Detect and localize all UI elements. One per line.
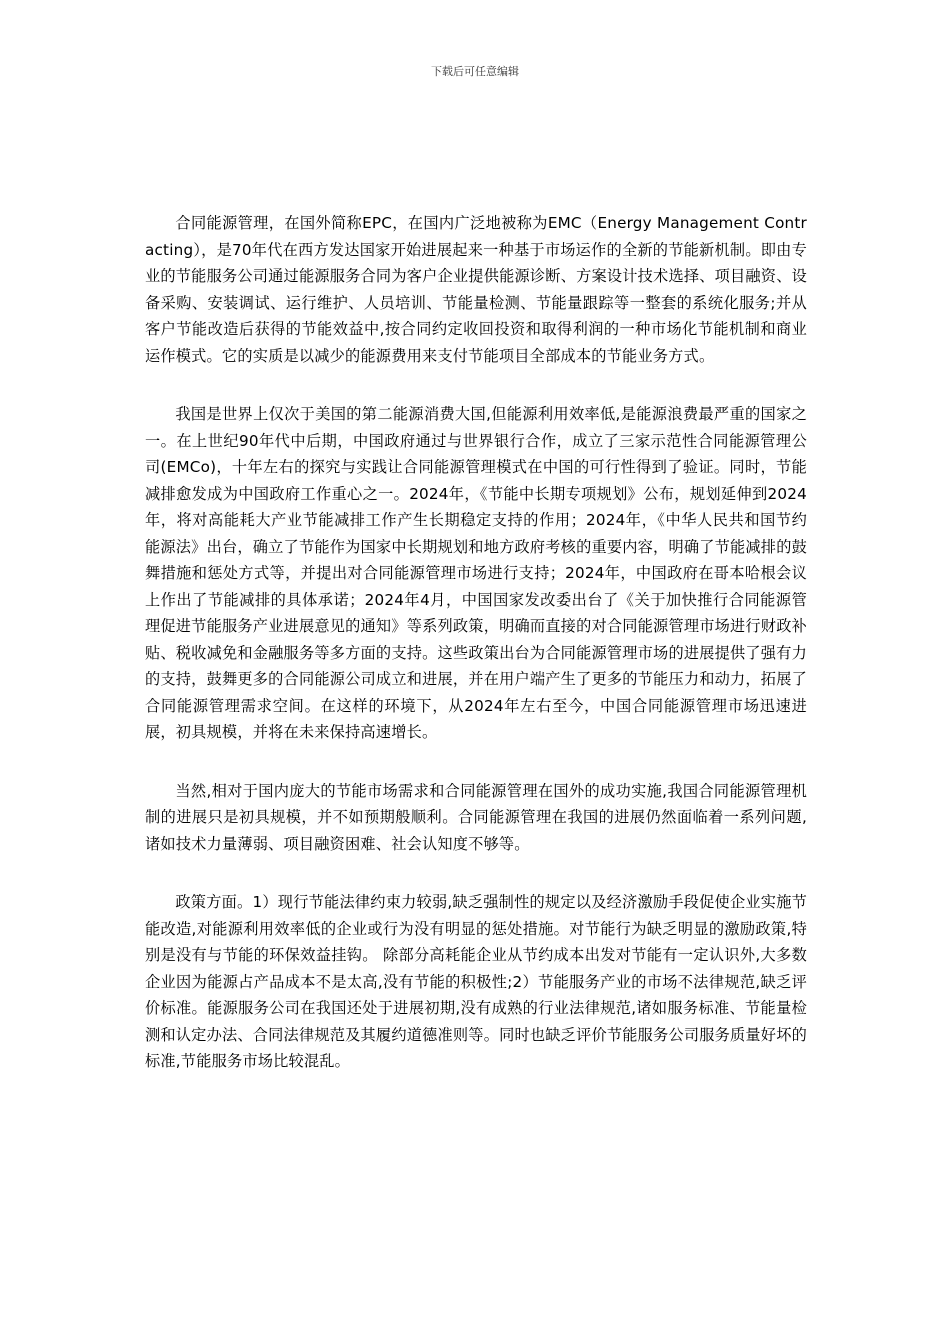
paragraph-policy-issues: 政策方面。1）现行节能法律约束力较弱,缺乏强制性的规定以及经济激励手段促使企业实施节能改造,对能源利用效率低的企业或行为没有明显的惩处措施。对节能行为缺乏明显的激励政策,特别是没有与节能的环保效益挂钩。 除部分高耗能企业从节约成本出发对节能有一定认识外,大多数企业因为能源占产品成本不是太高,没有节能的积极性;2）节能服务产业的市场不法律规范,缺乏评价标准。能源服务公司在我国还处于进展初期,没有成熟的行业法律规范,诸如服务标准、节能量检测和认定办法、合同法律规范及其履约道德准则等。同时也缺乏评价节能服务公司服务质量好坏的标准,节能服务市场比较混乱。 (145, 893, 807, 1070)
page-header: 下载后可任意编辑 (431, 65, 519, 78)
paragraph-development-problems: 当然,相对于国内庞大的节能市场需求和合同能源管理在国外的成功实施,我国合同能源管理机制的进展只是初具规模，并不如预期般顺利。合同能源管理在我国的进展仍然面临着一系列问题,诸如技术力量薄弱、项目融资困难、社会认知度不够等。 (145, 781, 807, 853)
paragraph-emc-definition: 合同能源管理，在国外简称EPC，在国内广泛地被称为EMC（Energy Management Contracting），是70年代在西方发达国家开始进展起来一种基于市场运作的全新的节能新机制。即由专业的节能服务公司通过能源服务合同为客户企业提供能源诊断、方案设计技术选择、项目融资、设备采购、安装调试、运行维护、人员培训、节能量检测、节能量跟踪等一整套的系统化服务;并从客户节能改造后获得的节能效益中,按合同约定收回投资和取得利润的一种市场化节能机制和商业运作模式。它的实质是以减少的能源费用来支付节能项目全部成本的节能业务方式。 (145, 214, 807, 365)
document-body (145, 210, 807, 1075)
paragraph-china-background: 我国是世界上仅次于美国的第二能源消费大国,但能源利用效率低,是能源浪费最严重的国家之一。在上世纪90年代中后期，中国政府通过与世界银行合作，成立了三家示范性合同能源管理公司(EMCo)，十年左右的探究与实践让合同能源管理模式在中国的可行性得到了验证。同时，节能减排愈发成为中国政府工作重心之一。2024年，《节能中长期专项规划》公布，规划延伸到2024年，将对高能耗大产业节能减排工作产生长期稳定支持的作用；2024年，《中华人民共和国节约能源法》出台，确立了节能作为国家中长期规划和地方政府考核的重要内容，明确了节能减排的鼓舞措施和惩处方式等，并提出对合同能源管理市场进行支持；2024年，中国政府在哥本哈根会议上作出了节能减排的具体承诺；2024年4月，中国国家发改委出台了《关于加快推行合同能源管理促进节能服务产业进展意见的通知》等系列政策，明确而直接的对合同能源管理市场进行财政补贴、税收减免和金融服务等多方面的支持。这些政策出台为合同能源管理市场的进展提供了强有力的支持，鼓舞更多的合同能源公司成立和进展，并在用户端产生了更多的节能压力和动力，拓展了合同能源管理需求空间。在这样的环境下，从2024年左右至今，中国合同能源管理市场迅速进展，初具规模，并将在未来保持高速增长。 (145, 405, 807, 741)
